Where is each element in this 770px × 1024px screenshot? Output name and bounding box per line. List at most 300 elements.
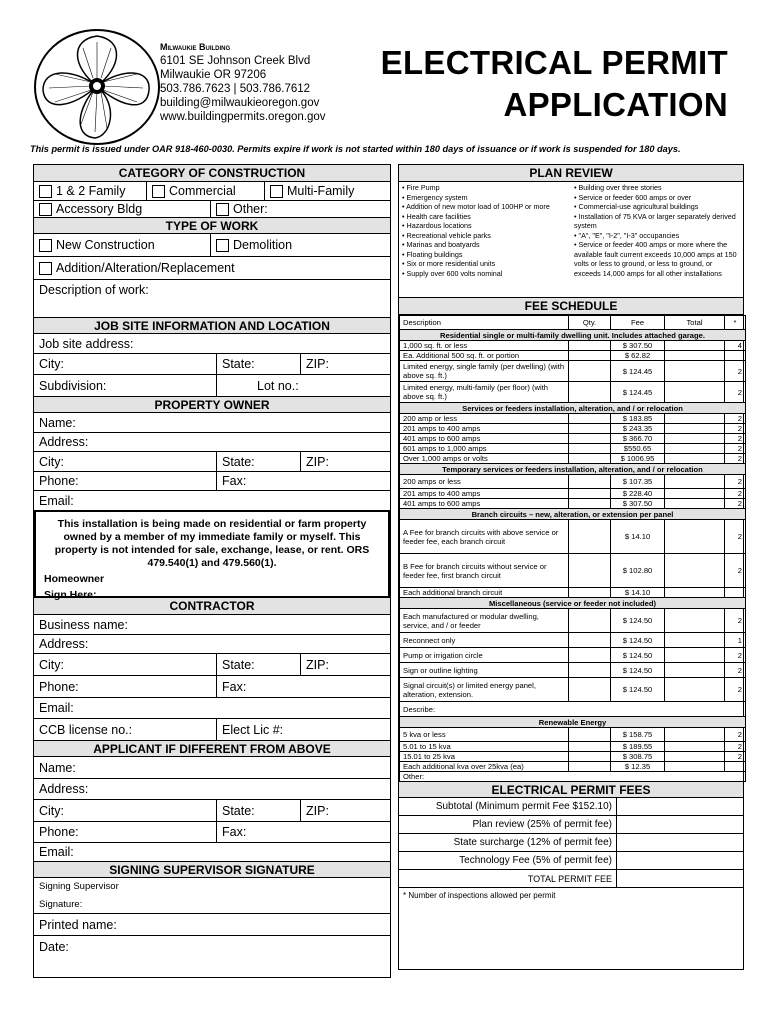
qty-input[interactable] <box>569 499 611 509</box>
category-heading: CATEGORY OF CONSTRUCTION <box>34 165 390 182</box>
other-row <box>400 772 746 782</box>
fee-schedule-table <box>399 315 746 782</box>
fee-row <box>400 554 746 588</box>
label-owner-address: Address: <box>39 435 89 449</box>
fee-amount: $ 124.50 <box>611 663 665 678</box>
state-surcharge-label: State surcharge (12% of permit fee) <box>399 834 617 851</box>
homeowner-statement: This installation is being made on residential or farm property owned by a member of my immediate family or myself. This property is not intended for sale, exchange, lease, or rent. ORS 479.540(1) and 479.560(1). <box>54 518 370 569</box>
fee-amount: $ 308.75 <box>611 752 665 762</box>
subdivision-field[interactable] <box>34 375 216 396</box>
fee-description: A Fee for branch circuits with above service or feeder fee, each branch circuit <box>400 520 569 554</box>
fee-amount: $ 124.50 <box>611 648 665 663</box>
inspection-count <box>725 588 746 598</box>
technology-fee-label: Technology Fee (5% of permit fee) <box>399 852 617 869</box>
fee-row <box>400 454 746 464</box>
renewable-energy-section <box>400 717 746 728</box>
plan-review-item: • "A", "E", "I-2", "I-3" occupancies <box>574 231 740 241</box>
fee-row <box>400 648 746 663</box>
fee-row <box>400 499 746 509</box>
label-contractor-phone: Phone: <box>39 679 79 694</box>
fee-description: Sign or outline lighting <box>400 663 569 678</box>
label-accessory-bldg: Accessory Bldg <box>56 202 143 216</box>
fee-description: Each additional kva over 25kva (ea) <box>400 762 569 772</box>
supervisor-signature-field[interactable] <box>34 895 390 914</box>
total-input[interactable] <box>665 633 725 648</box>
describe-field[interactable]: Describe: <box>400 702 746 717</box>
fee-amount: $ 12.35 <box>611 762 665 772</box>
title-line2: APPLICATION <box>503 86 728 123</box>
miscellaneous-section-label: Miscellaneous (service or feeder not included) <box>400 598 746 609</box>
total-input[interactable] <box>665 444 725 454</box>
label-addition-alteration: Addition/Alteration/Replacement <box>56 261 235 275</box>
inspection-count: 2 <box>725 609 746 633</box>
total-input[interactable] <box>665 588 725 598</box>
contractor-phone-field[interactable] <box>34 676 216 697</box>
total-input[interactable] <box>665 520 725 554</box>
inspection-count: 2 <box>725 752 746 762</box>
qty-input[interactable] <box>569 454 611 464</box>
label-owner-fax: Fax: <box>222 474 247 488</box>
applicant-heading: APPLICANT IF DIFFERENT FROM ABOVE <box>34 740 390 757</box>
org-phones: 503.786.7623 | 503.786.7612 <box>160 83 311 95</box>
qty-input[interactable] <box>569 678 611 702</box>
services-section-label: Services or feeders installation, alteration, and / or relocation <box>400 403 746 414</box>
inspection-count: 2 <box>725 728 746 742</box>
temporary-services-section <box>400 464 746 475</box>
fee-description: Pump or irrigation circle <box>400 648 569 663</box>
fee-description: 201 amps to 400 amps <box>400 489 569 499</box>
right-fee-column <box>398 164 744 970</box>
qty-input[interactable] <box>569 382 611 403</box>
plan-review-item: • Fire Pump <box>402 183 574 193</box>
contractor-address-field[interactable] <box>34 635 390 654</box>
label-applicant-address: Address: <box>39 782 89 796</box>
label-applicant-fax: Fax: <box>222 825 247 839</box>
business-name-field[interactable] <box>34 615 390 635</box>
fee-amount: $550.65 <box>611 444 665 454</box>
fee-amount: $ 14.10 <box>611 520 665 554</box>
plan-review-fee-label: Plan review (25% of permit fee) <box>399 816 617 833</box>
total-input[interactable] <box>665 489 725 499</box>
plan-review-item: • Building over three stories <box>574 183 740 193</box>
printed-name-field[interactable] <box>34 914 390 936</box>
qty-input[interactable] <box>569 414 611 424</box>
label-commercial: Commercial <box>169 184 236 198</box>
label-jobsite-city: City: <box>39 357 64 371</box>
checkbox-other[interactable] <box>216 203 229 216</box>
owner-address-field[interactable] <box>34 433 390 452</box>
fee-description: Each manufactured or modular dwelling, service, and / or feeder <box>400 609 569 633</box>
label-demolition: Demolition <box>233 238 293 252</box>
org-address2: Milwaukie OR 97206 <box>160 69 267 81</box>
label-ccb-license: CCB license no.: <box>39 722 133 737</box>
plan-review-item: • Marinas and boatyards <box>402 240 574 250</box>
technology-fee-row <box>399 852 743 870</box>
plan-review-item: • Service or feeder 400 amps or more where the available fault current exceeds 10,000 amps at 150 volts or less to ground, or less to ground, or exceeds 14,000 amps for all other installations <box>574 240 740 278</box>
fee-description: 201 amps to 400 amps <box>400 424 569 434</box>
branch-circuits-section <box>400 509 746 520</box>
total-input[interactable] <box>665 414 725 424</box>
fee-amount: $ 124.50 <box>611 633 665 648</box>
label-subdivision: Subdivision: <box>39 378 107 393</box>
label-contractor-email: Email: <box>39 701 74 715</box>
fee-description: 401 amps to 600 amps <box>400 499 569 509</box>
qty-input[interactable] <box>569 475 611 489</box>
qty-input[interactable] <box>569 728 611 742</box>
label-contractor-zip: ZIP: <box>306 657 329 672</box>
label-other: Other: <box>233 202 268 216</box>
fee-schedule-heading: FEE SCHEDULE <box>399 298 743 315</box>
jobsite-state-field[interactable] <box>216 354 300 374</box>
fee-table-header <box>400 316 746 330</box>
contractor-zip-field[interactable] <box>300 654 390 675</box>
col-fee: Fee <box>611 316 665 330</box>
plan-review-item: • Service or feeder 600 amps or over <box>574 193 740 203</box>
label-applicant-zip: ZIP: <box>306 803 329 818</box>
qty-input[interactable] <box>569 520 611 554</box>
plan-review-item: • Emergency system <box>402 193 574 203</box>
plan-review-list <box>399 182 743 298</box>
fee-row <box>400 742 746 752</box>
fee-amount: $ 243.35 <box>611 424 665 434</box>
state-surcharge-field[interactable] <box>617 834 743 851</box>
fee-description: 401 amps to 600 amps <box>400 434 569 444</box>
owner-state-field[interactable] <box>216 452 300 471</box>
total-input[interactable] <box>665 424 725 434</box>
label-jobsite-zip: ZIP: <box>306 357 329 371</box>
fee-row <box>400 341 746 351</box>
total-input[interactable] <box>665 648 725 663</box>
owner-city-field[interactable] <box>34 452 216 471</box>
total-input[interactable] <box>665 475 725 489</box>
col-qty: Qty. <box>569 316 611 330</box>
plan-review-item: • Supply over 600 volts nominal <box>402 269 574 279</box>
plan-review-item: • Hazardous locations <box>402 221 574 231</box>
applicant-phone-field[interactable] <box>34 822 216 842</box>
org-website[interactable]: www.buildingpermits.oregon.gov <box>160 111 326 123</box>
fee-row <box>400 351 746 361</box>
left-form-column <box>33 164 391 978</box>
total-input[interactable] <box>665 609 725 633</box>
fee-row <box>400 424 746 434</box>
applicant-zip-field[interactable] <box>300 800 390 821</box>
plan-review-item: • Floating buildings <box>402 250 574 260</box>
fee-amount: $ 124.50 <box>611 609 665 633</box>
total-input[interactable] <box>665 554 725 588</box>
total-permit-fee-row <box>399 870 743 888</box>
state-surcharge-row <box>399 834 743 852</box>
subtotal-value-field[interactable] <box>617 798 743 815</box>
fee-description: 1,000 sq. ft. or less <box>400 341 569 351</box>
qty-input[interactable] <box>569 489 611 499</box>
inspection-count: 2 <box>725 742 746 752</box>
qty-input[interactable] <box>569 663 611 678</box>
inspection-count: 2 <box>725 678 746 702</box>
fee-description: Limited energy, multi-family (per floor) (with above sq. ft.) <box>400 382 569 403</box>
fee-row <box>400 520 746 554</box>
label-owner-state: State: <box>222 454 255 469</box>
checkbox-1-2-family[interactable] <box>39 185 52 198</box>
total-permit-fee-field[interactable] <box>617 870 743 887</box>
total-input[interactable] <box>665 382 725 403</box>
inspection-count: 2 <box>725 454 746 464</box>
checkbox-commercial[interactable] <box>152 185 165 198</box>
total-input[interactable] <box>665 752 725 762</box>
qty-input[interactable] <box>569 609 611 633</box>
qty-input[interactable] <box>569 762 611 772</box>
inspection-count: 2 <box>725 382 746 403</box>
plan-review-item: • Six or more residential units <box>402 259 574 269</box>
fee-description: 5.01 to 15 kva <box>400 742 569 752</box>
type-of-work-heading: TYPE OF WORK <box>34 217 390 234</box>
org-name: Milwaukie Building <box>160 42 231 52</box>
fee-row <box>400 434 746 444</box>
plan-review-item: • Health care facilities <box>402 212 574 222</box>
fee-row <box>400 609 746 633</box>
fee-row <box>400 762 746 772</box>
checkbox-new-construction[interactable] <box>39 239 52 252</box>
fee-row <box>400 588 746 598</box>
property-owner-heading: PROPERTY OWNER <box>34 396 390 413</box>
checkbox-addition-alteration[interactable] <box>39 262 52 275</box>
label-contractor-state: State: <box>222 657 255 672</box>
homeowner-sign-here[interactable]: Sign Here: <box>44 589 97 601</box>
fee-description: 5 kva or less <box>400 728 569 742</box>
fee-amount: $ 228.40 <box>611 489 665 499</box>
fee-amount: $ 124.45 <box>611 382 665 403</box>
inspection-count: 2 <box>725 361 746 382</box>
miscellaneous-section <box>400 598 746 609</box>
fee-description: 200 amp or less <box>400 414 569 424</box>
fee-amount: $ 183.85 <box>611 414 665 424</box>
label-contractor-city: City: <box>39 657 64 672</box>
label-date: Date: <box>39 940 69 954</box>
label-owner-city: City: <box>39 454 64 469</box>
jobsite-address-field[interactable] <box>34 334 390 354</box>
inspection-count: 1 <box>725 633 746 648</box>
label-applicant-phone: Phone: <box>39 825 79 839</box>
fee-amount: $ 14.10 <box>611 588 665 598</box>
qty-input[interactable] <box>569 633 611 648</box>
label-applicant-name: Name: <box>39 760 76 775</box>
label-lot-no: Lot no.: <box>257 378 299 393</box>
applicant-email-field[interactable] <box>34 843 390 861</box>
inspection-count: 4 <box>725 341 746 351</box>
fee-amount: $ 62.82 <box>611 351 665 361</box>
contractor-state-field[interactable] <box>216 654 300 675</box>
applicant-fax-field[interactable] <box>216 822 390 842</box>
label-multi-family: Multi-Family <box>287 184 355 198</box>
label-owner-email: Email: <box>39 493 74 508</box>
inspection-count: 2 <box>725 520 746 554</box>
fee-row <box>400 444 746 454</box>
homeowner-declaration <box>34 510 390 601</box>
total-input[interactable] <box>665 728 725 742</box>
fee-amount: $ 366.70 <box>611 434 665 444</box>
inspection-count: 2 <box>725 554 746 588</box>
fee-description: Reconnect only <box>400 633 569 648</box>
fee-amount: $ 124.50 <box>611 678 665 702</box>
inspection-count: 2 <box>725 414 746 424</box>
inspection-count: 2 <box>725 499 746 509</box>
plan-review-fee-field[interactable] <box>617 816 743 833</box>
fee-row <box>400 475 746 489</box>
label-business-name: Business name: <box>39 617 128 632</box>
checkbox-demolition[interactable] <box>216 239 229 252</box>
inspection-count: 2 <box>725 648 746 663</box>
plan-review-heading: PLAN REVIEW <box>399 165 743 182</box>
label-printed-name: Printed name: <box>39 917 117 932</box>
fee-description: 601 amps to 1,000 amps <box>400 444 569 454</box>
org-address1: 6101 SE Johnson Creek Blvd <box>160 55 311 67</box>
fee-row <box>400 361 746 382</box>
qty-input[interactable] <box>569 351 611 361</box>
label-applicant-state: State: <box>222 803 255 818</box>
label-description: Description of work: <box>39 283 149 297</box>
label-owner-name: Name: <box>39 415 76 430</box>
fee-row <box>400 489 746 499</box>
lot-no-field[interactable] <box>216 375 390 396</box>
contractor-email-field[interactable] <box>34 698 390 719</box>
contractor-fax-field[interactable] <box>216 676 390 697</box>
total-input[interactable] <box>665 663 725 678</box>
dogwood-flower-logo <box>33 28 161 146</box>
inspection-count: 2 <box>725 444 746 454</box>
inspection-count: 2 <box>725 475 746 489</box>
applicant-city-field[interactable] <box>34 800 216 821</box>
label-signing-supervisor: Signing Supervisor <box>39 881 119 892</box>
technology-fee-field[interactable] <box>617 852 743 869</box>
fee-amount: $ 124.45 <box>611 361 665 382</box>
applicant-state-field[interactable] <box>216 800 300 821</box>
label-applicant-email: Email: <box>39 845 74 859</box>
inspection-count: 2 <box>725 663 746 678</box>
qty-input[interactable] <box>569 752 611 762</box>
fee-amount: $ 1006.95 <box>611 454 665 464</box>
qty-input[interactable] <box>569 424 611 434</box>
electrical-fees-heading: ELECTRICAL PERMIT FEES <box>399 781 743 798</box>
fee-row <box>400 414 746 424</box>
supervisor-heading: SIGNING SUPERVISOR SIGNATURE <box>34 861 390 878</box>
qty-input[interactable] <box>569 444 611 454</box>
inspection-count: 2 <box>725 489 746 499</box>
homeowner-label: Homeowner <box>44 573 105 585</box>
qty-input[interactable] <box>569 361 611 382</box>
permit-notice: This permit is issued under OAR 918-460-0030. Permits expire if work is not started within 180 days of issuance or if work is suspended for 180 days. <box>30 144 681 154</box>
fee-amount: $ 189.55 <box>611 742 665 752</box>
plan-review-left-list <box>402 183 574 296</box>
label-new-construction: New Construction <box>56 238 155 252</box>
jobsite-zip-field[interactable] <box>300 354 390 374</box>
qty-input[interactable] <box>569 434 611 444</box>
col-description: Description <box>400 316 569 330</box>
qty-input[interactable] <box>569 648 611 663</box>
fee-description: Ea. Additional 500 sq. ft. or portion <box>400 351 569 361</box>
inspection-count: 2 <box>725 424 746 434</box>
total-input[interactable] <box>665 499 725 509</box>
subtotal-row <box>399 798 743 816</box>
qty-input[interactable] <box>569 554 611 588</box>
owner-name-field[interactable] <box>34 413 390 433</box>
total-input[interactable] <box>665 454 725 464</box>
description-of-work-field[interactable] <box>34 279 390 317</box>
contractor-city-field[interactable] <box>34 654 216 675</box>
date-field[interactable] <box>34 936 390 958</box>
fee-description: Limited energy, single family (per dwelling) (with above sq. ft.) <box>400 361 569 382</box>
fee-amount: $ 307.50 <box>611 341 665 351</box>
qty-input[interactable] <box>569 341 611 351</box>
label-elect-lic: Elect Lic #: <box>222 722 284 737</box>
org-email[interactable]: building@milwaukieoregon.gov <box>160 97 320 109</box>
jobsite-city-field[interactable] <box>34 354 216 374</box>
plan-review-item: • Addition of new motor load of 100HP or more <box>402 202 574 212</box>
inspection-count <box>725 351 746 361</box>
services-section <box>400 403 746 414</box>
total-input[interactable] <box>665 742 725 752</box>
residential-section-label: Residential single or multi-family dwelling unit. Includes attached garage. <box>400 330 746 341</box>
renewable-energy-section-label: Renewable Energy <box>400 717 746 728</box>
other-field[interactable]: Other: <box>400 772 746 782</box>
label-contractor-address: Address: <box>39 637 89 651</box>
fee-row <box>400 382 746 403</box>
jobsite-heading: JOB SITE INFORMATION AND LOCATION <box>34 317 390 334</box>
contractor-heading: CONTRACTOR <box>34 598 390 615</box>
owner-zip-field[interactable] <box>300 452 390 471</box>
total-input[interactable] <box>665 762 725 772</box>
elect-lic-field[interactable] <box>216 719 390 740</box>
total-input[interactable] <box>665 351 725 361</box>
label-signature: Signature: <box>39 898 83 910</box>
total-input[interactable] <box>665 361 725 382</box>
fee-description: Over 1,000 amps or volts <box>400 454 569 464</box>
plan-review-item: • Installation of 75 KVA or larger separately derived system <box>574 212 740 231</box>
col-total: Total <box>665 316 725 330</box>
fee-description: B Fee for branch circuits without service or feeder fee, first branch circuit <box>400 554 569 588</box>
fee-row <box>400 663 746 678</box>
residential-section <box>400 330 746 341</box>
fee-row <box>400 678 746 702</box>
label-1-2-family: 1 & 2 Family <box>56 184 126 198</box>
fee-amount: $ 158.75 <box>611 728 665 742</box>
plan-review-fee-row <box>399 816 743 834</box>
plan-review-item: • Recreational vehicle parks <box>402 231 574 241</box>
total-input[interactable] <box>665 434 725 444</box>
applicant-name-field[interactable] <box>34 757 390 779</box>
checkbox-multi-family[interactable] <box>270 185 283 198</box>
col-star: * <box>725 316 746 330</box>
fee-description: 15.01 to 25 kva <box>400 752 569 762</box>
qty-input[interactable] <box>569 742 611 752</box>
label-jobsite-state: State: <box>222 357 255 371</box>
applicant-address-field[interactable] <box>34 779 390 800</box>
inspection-count <box>725 762 746 772</box>
total-input[interactable] <box>665 678 725 702</box>
total-input[interactable] <box>665 341 725 351</box>
plan-review-item: • Commercial-use agricultural buildings <box>574 202 740 212</box>
checkbox-accessory-bldg[interactable] <box>39 203 52 216</box>
qty-input[interactable] <box>569 588 611 598</box>
label-jobsite-address: Job site address: <box>39 336 134 351</box>
inspections-footnote: * Number of inspections allowed per permit <box>403 891 556 900</box>
label-owner-zip: ZIP: <box>306 454 329 469</box>
branch-circuits-section-label: Branch circuits – new, alteration, or extension per panel <box>400 509 746 520</box>
ccb-license-field[interactable] <box>34 719 216 740</box>
plan-review-right-list <box>574 183 740 296</box>
owner-fax-field[interactable] <box>216 472 390 490</box>
fee-row <box>400 633 746 648</box>
owner-email-field[interactable] <box>34 491 390 510</box>
owner-phone-field[interactable] <box>34 472 216 490</box>
